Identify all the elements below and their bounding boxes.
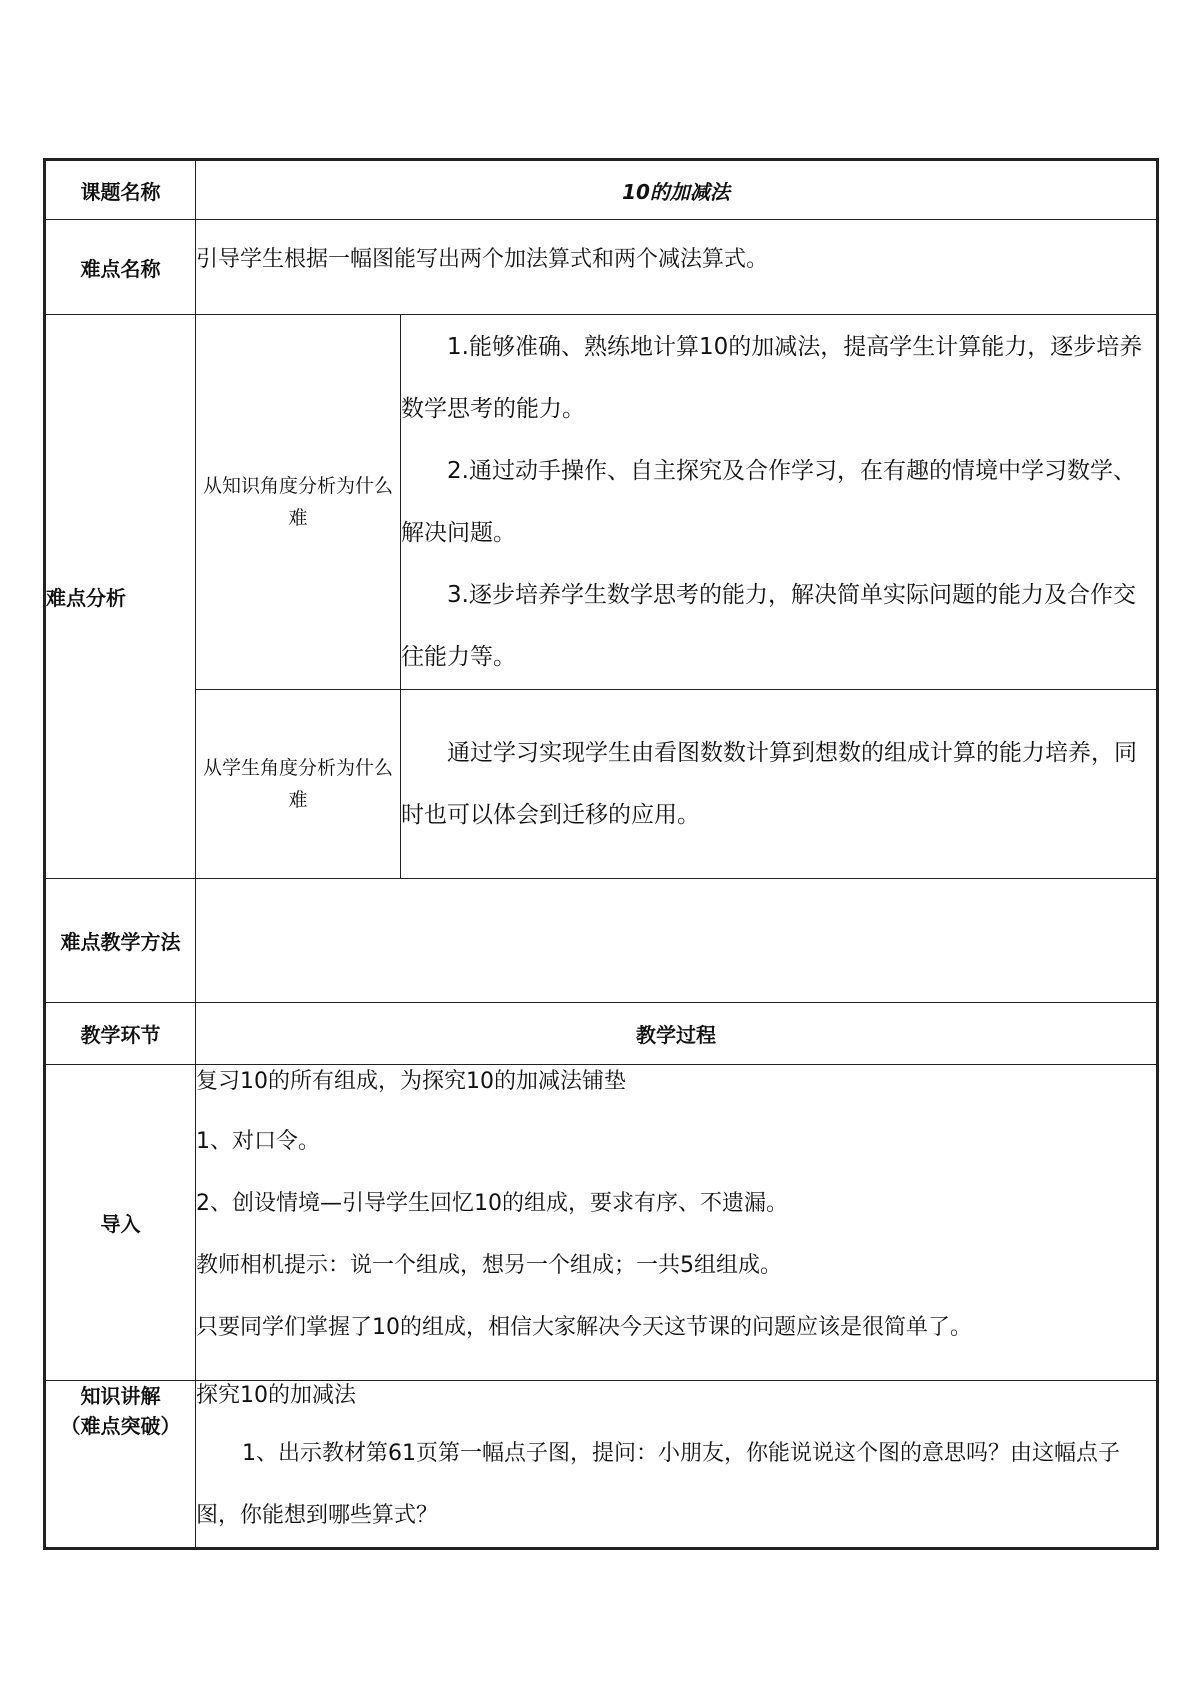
method-value <box>196 879 1158 1003</box>
intro-line-5: 只要同学们掌握了10的组成，相信大家解决今天这节课的问题应该是很简单了。 <box>196 1315 972 1340</box>
row-topic <box>45 160 1158 220</box>
knowledge-point-1: 1.能够准确、熟练地计算10的加减法，提高学生计算能力，逐步培养数学思考的能力。 <box>401 334 1143 422</box>
student-point-cell <box>401 690 1158 879</box>
row-method <box>45 879 1158 1003</box>
difficulty-label: 难点名称 <box>45 220 196 315</box>
row-analysis-knowledge <box>45 315 1158 690</box>
stage-header: 教学环节 <box>45 1003 196 1065</box>
knowledge-line-1: 探究10的加减法 <box>196 1383 356 1408</box>
difficulty-value: 引导学生根据一幅图能写出两个加法算式和两个减法算式。 <box>196 220 1158 315</box>
student-point: 通过学习实现学生由看图数数计算到想数的组成计算的能力培养，同时也可以体会到迁移的应用。 <box>401 740 1137 828</box>
knowledge-point-2: 2.通过动手操作、自主探究及合作学习，在有趣的情境中学习数学、解决问题。 <box>401 458 1136 546</box>
knowledge-points <box>401 315 1158 690</box>
intro-label: 导入 <box>45 1065 196 1381</box>
intro-line-2: 1、对口令。 <box>196 1129 320 1154</box>
row-knowledge <box>45 1381 1158 1549</box>
knowledge-label-line2: （难点突破） <box>60 1414 181 1438</box>
knowledge-content <box>196 1381 1158 1549</box>
intro-line-4: 教师相机提示：说一个组成，想另一个组成；一共5组组成。 <box>196 1253 782 1278</box>
analysis-label: 难点分析 <box>45 315 196 879</box>
knowledge-label-line1: 知识讲解 <box>80 1384 161 1408</box>
topic-label: 课题名称 <box>45 160 196 220</box>
method-label: 难点教学方法 <box>45 879 196 1003</box>
intro-line-1: 复习10的所有组成，为探究10的加减法铺垫 <box>196 1069 626 1094</box>
knowledge-line-2: 1、出示教材第61页第一幅点子图，提问：小朋友，你能说说这个图的意思吗？由这幅点子图，你能想到哪些算式？ <box>196 1441 1120 1528</box>
row-intro <box>45 1065 1158 1381</box>
intro-line-3: 2、创设情境—引导学生回忆10的组成，要求有序、不遗漏。 <box>196 1191 788 1216</box>
row-header <box>45 1003 1158 1065</box>
lesson-plan-table <box>43 158 1159 1550</box>
row-analysis-student <box>45 690 1158 879</box>
knowledge-angle-label: 从知识角度分析为什么难 <box>196 315 401 690</box>
process-header: 教学过程 <box>196 1003 1158 1065</box>
row-difficulty <box>45 220 1158 315</box>
intro-content <box>196 1065 1158 1381</box>
topic-value: 10的加减法 <box>196 160 1158 220</box>
knowledge-label <box>45 1381 196 1549</box>
knowledge-point-3: 3.逐步培养学生数学思考的能力，解决简单实际问题的能力及合作交往能力等。 <box>401 582 1136 670</box>
student-angle-label: 从学生角度分析为什么难 <box>196 690 401 879</box>
